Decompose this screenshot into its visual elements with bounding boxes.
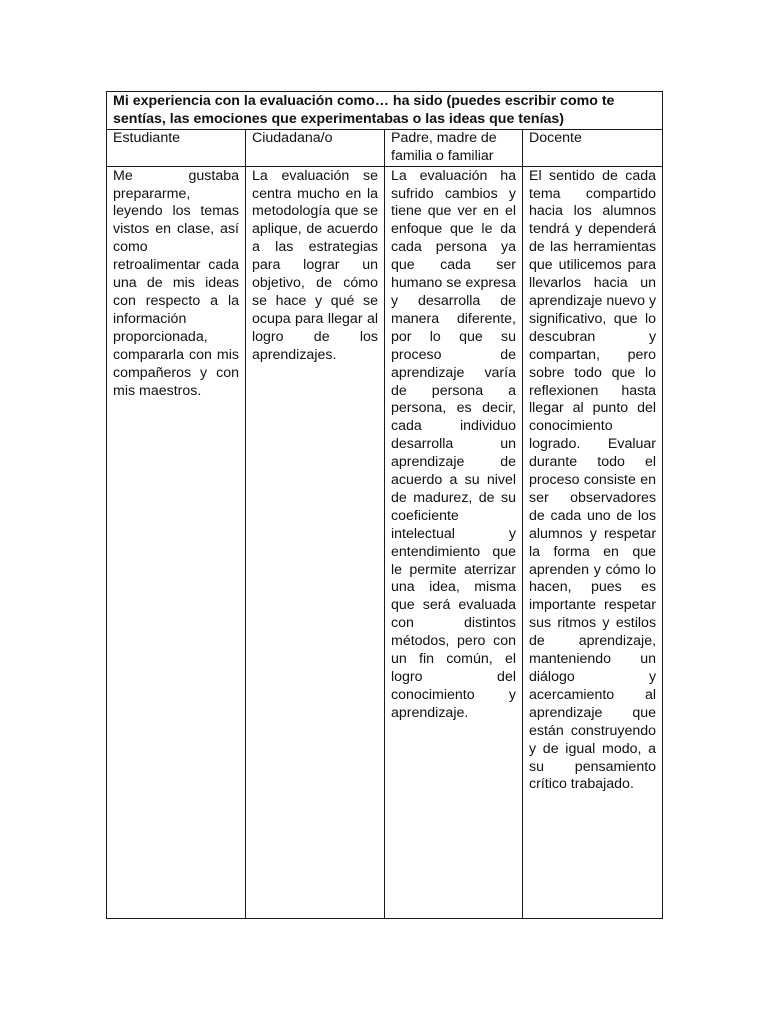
title-row	[107, 92, 663, 130]
cell-estudiante: Me gustaba prepararme, leyendo los temas vistos en clase, así como retroalimentar cada una de mis ideas con respecto a la información proporcionada, compararla con mis compañeros y con mis maestros.	[107, 166, 246, 918]
cell-docente: El sentido de cada tema compartido hacia los alumnos tendrá y dependerá de las herramientas que utilicemos para llevarlos hacia un aprendizaje nuevo y significativo, que lo descubran y compartan, pero sobre todo que lo reflexionen hasta llegar al punto del conocimiento logrado. Evaluar durante todo el proceso consiste en ser observadores de cada uno de los alumnos y respetar la forma en que aprenden y cómo lo hacen, pues es importante respetar sus ritmos y estilos de aprendizaje, manteniendo un diálogo y acercamiento al aprendizaje que están construyendo y de igual modo, a su pensamiento crítico trabajado.	[523, 166, 663, 918]
experience-table	[106, 91, 663, 919]
header-estudiante: Estudiante	[107, 129, 246, 166]
table-title: Mi experiencia con la evaluación como… ha sido (puedes escribir como te sentías, las emociones que experimentabas o las ideas que tenías)	[107, 92, 663, 130]
cell-padre-madre: La evaluación ha sufrido cambios y tiene que ver en el enfoque que le da cada persona ya que cada ser humano se expresa y desarrolla de manera diferente, por lo que su proceso de aprendizaje varía de persona a persona, es decir, cada individuo desarrolla un aprendizaje de acuerdo a su nivel de madurez, de su coeficiente intelectual y entendimiento que le permite aterrizar una idea, misma que será evaluada con distintos métodos, pero con un fin común, el logro del conocimiento y aprendizaje.	[385, 166, 523, 918]
header-ciudadano: Ciudadana/o	[246, 129, 385, 166]
cell-ciudadano: La evaluación se centra mucho en la metodología que se aplique, de acuerdo a las estrategias para lograr un objetivo, de cómo se hace y qué se ocupa para llegar al logro de los aprendizajes.	[246, 166, 385, 918]
header-row	[107, 129, 663, 166]
header-docente: Docente	[523, 129, 663, 166]
content-row	[107, 166, 663, 918]
header-padre-madre: Padre, madre de familia o familiar	[385, 129, 523, 166]
